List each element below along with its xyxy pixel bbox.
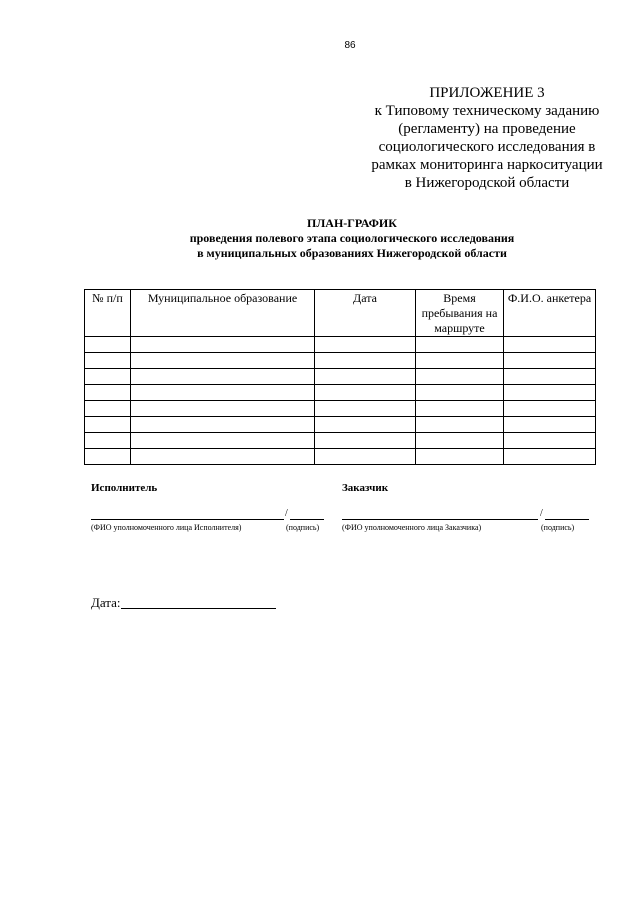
- table-cell: [315, 385, 416, 401]
- table-cell: [416, 401, 504, 417]
- table-cell: [504, 401, 596, 417]
- table-cell: [315, 337, 416, 353]
- table-cell: [131, 433, 315, 449]
- table-cell: [131, 401, 315, 417]
- table-row: [85, 417, 596, 433]
- table-cell: [315, 369, 416, 385]
- table-cell: [504, 337, 596, 353]
- customer-slash: /: [540, 508, 543, 519]
- table-cell: [504, 417, 596, 433]
- table-cell: [504, 449, 596, 465]
- table-cell: [131, 385, 315, 401]
- table-cell: [85, 433, 131, 449]
- appendix-line: в Нижегородской области: [404, 175, 570, 191]
- customer-fio-caption: (ФИО уполномоченного лица Заказчика): [342, 523, 482, 532]
- table-cell: [416, 417, 504, 433]
- table-cell: [85, 369, 131, 385]
- table-cell: [504, 353, 596, 369]
- appendix-line: рамках мониторинга наркоситуации: [371, 157, 603, 173]
- table-cell: [416, 337, 504, 353]
- table-cell: [85, 385, 131, 401]
- executor-heading: Исполнитель: [91, 482, 158, 494]
- appendix-line: (регламенту) на проведение: [398, 121, 576, 137]
- customer-heading: Заказчик: [342, 482, 389, 494]
- document-title: [0, 216, 640, 261]
- table-row: [85, 369, 596, 385]
- column-header-municipality: Муниципальное образование: [131, 290, 315, 337]
- table-row: [85, 401, 596, 417]
- date-line: [121, 608, 276, 609]
- column-header-number: № п/п: [85, 290, 131, 337]
- table-cell: [131, 337, 315, 353]
- page-number: 86: [344, 40, 356, 51]
- table-cell: [315, 449, 416, 465]
- table-cell: [85, 353, 131, 369]
- title-subtitle: проведения полевого этапа социологического исследования: [189, 231, 515, 245]
- table-row: [85, 353, 596, 369]
- column-header-interviewer: Ф.И.О. анкетера: [504, 290, 596, 337]
- plan-schedule-table: [84, 289, 596, 465]
- table-cell: [85, 417, 131, 433]
- table-row: [85, 433, 596, 449]
- appendix-line: ПРИЛОЖЕНИЕ 3: [429, 85, 545, 101]
- table-row: [85, 449, 596, 465]
- table-cell: [131, 417, 315, 433]
- executor-sign-line: [290, 519, 324, 520]
- customer-sign-line: [545, 519, 589, 520]
- table-cell: [85, 449, 131, 465]
- table-cell: [131, 449, 315, 465]
- customer-sign-caption: (подпись): [541, 523, 575, 532]
- table-row: [85, 385, 596, 401]
- table-cell: [416, 385, 504, 401]
- table-cell: [416, 433, 504, 449]
- appendix-header: [362, 84, 612, 192]
- table-cell: [315, 417, 416, 433]
- appendix-line: к Типовому техническому заданию: [374, 103, 600, 119]
- table-cell: [416, 449, 504, 465]
- table-cell: [315, 353, 416, 369]
- executor-slash: /: [285, 508, 288, 519]
- table-cell: [85, 401, 131, 417]
- table-cell: [131, 353, 315, 369]
- column-header-time-on-route: Время пребывания на маршруте: [416, 290, 504, 337]
- table-cell: [315, 433, 416, 449]
- table-cell: [85, 337, 131, 353]
- table-cell: [416, 353, 504, 369]
- table-header-row: [85, 290, 596, 337]
- table-cell: [504, 385, 596, 401]
- column-header-date: Дата: [315, 290, 416, 337]
- title-heading: ПЛАН-ГРАФИК: [307, 216, 397, 230]
- appendix-line: социологического исследования в: [378, 139, 596, 155]
- table-cell: [504, 433, 596, 449]
- table-cell: [131, 369, 315, 385]
- table-cell: [416, 369, 504, 385]
- table-row: [85, 337, 596, 353]
- table-cell: [504, 369, 596, 385]
- executor-sign-caption: (подпись): [286, 523, 320, 532]
- table-cell: [315, 401, 416, 417]
- executor-fio-caption: (ФИО уполномоченного лица Исполнителя): [91, 523, 242, 532]
- customer-fio-line: [342, 519, 538, 520]
- executor-fio-line: [91, 519, 284, 520]
- title-subtitle: в муниципальных образованиях Нижегородской области: [197, 246, 507, 260]
- date-label: Дата:: [91, 595, 121, 610]
